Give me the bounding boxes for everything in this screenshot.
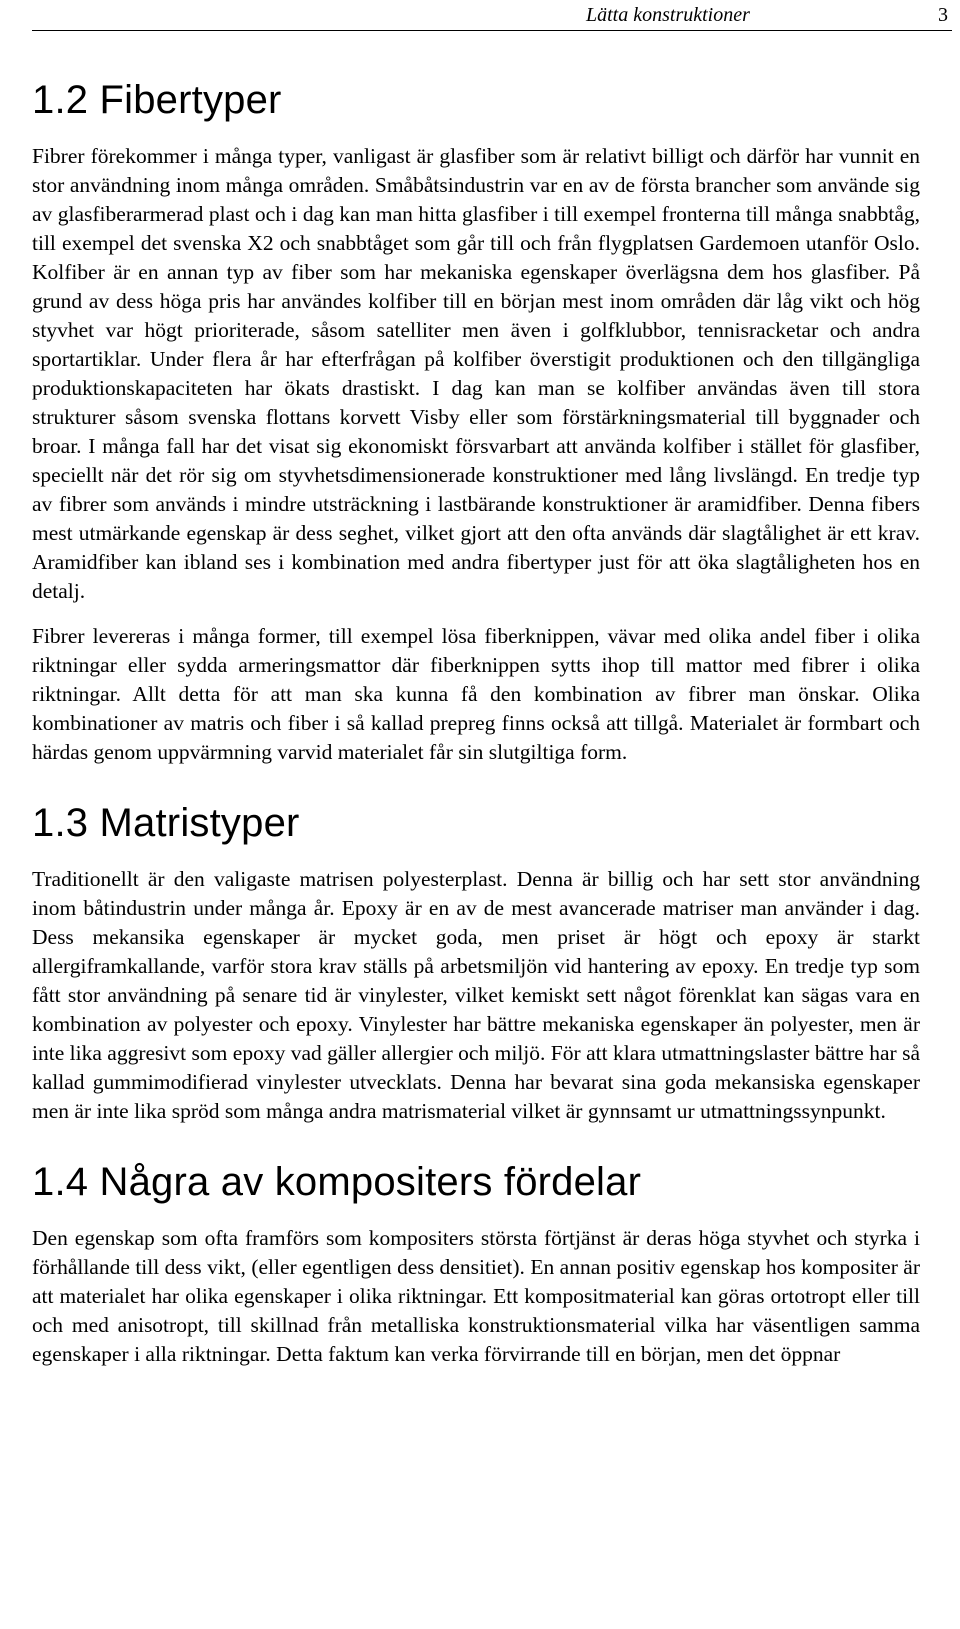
page-number: 3 — [938, 4, 948, 26]
section-heading: 1.4 Några av kompositers fördelar — [32, 1160, 642, 1204]
section-heading: 1.3 Matristyper — [32, 801, 300, 845]
section-matristyper — [32, 799, 920, 1126]
paragraph: Fibrer levereras i många former, till exempel lösa fiberknippen, vävar med olika andel fiber i olika riktningar eller sydda armeringsmattor där fiberknippen sytts ihop till mattor med fibrer i olika riktningar. Allt detta för att man ska kunna få den kombination av fibrer man önskar. Olika kombinationer av matris och fiber i så kallad prepreg finns också att tillgå. Materialet är formbart och härdas genom uppvärmning varvid materialet får sin slutgiltiga form. — [32, 624, 920, 764]
running-header-title: Lätta konstruktioner — [586, 4, 750, 26]
section-fordelar — [32, 1158, 920, 1369]
paragraph: Traditionellt är den valigaste matrisen polyesterplast. Denna är billig och har sett stor användning inom båtindustrin under många år. Epoxy är en av de mest avancerade matriser man använder i dag. Dess mekansika egenskaper är mycket goda, men priset är högt och epoxy är starkt allergiframkallande, varför stora krav ställs på arbetsmiljön vid hantering av epoxy. En tredje typ som fått stor användning på senare tid är vinylester, vilket kemiskt sett något förenklat kan sägas vara en kombination av polyester och epoxy. Vinylester har bättre mekaniska egenskaper än polyester, men är inte lika aggresivt som epoxy vad gäller allergier och miljö. För att klara utmattningslaster bättre har så kallad gummimodifierad vinylester utvecklats. Denna har bevarat sina goda mekansiska egenskaper men är inte lika spröd som många andra matrismaterial vilket är gynnsamt ur utmattningssynpunkt. — [32, 867, 920, 1123]
paragraph: Fibrer förekommer i många typer, vanligast är glasfiber som är relativt billigt och därför har vunnit en stor användning inom många områden. Småbåtsindustrin var en av de första brancher som använde sig av glasfiberarmerad plast och i dag kan man hitta glasfiber i till exempel fronterna till många snabbtåg, till exempel det svenska X2 och snabbtåget som går till och från flygplatsen Gardemoen utanför Oslo. Kolfiber är en annan typ av fiber som har mekaniska egenskaper överlägsna dem hos glasfiber. På grund av dess höga pris har användes kolfiber till en början mest inom områden där låg vikt och hög styvhet var högt prioriterade, såsom satelliter men även i golfklubbor, tennisracketar och andra sportartiklar. Under flera år har efterfrågan på kolfiber överstigit produktionen och den tillgängliga produktionskapaciteten har ökats drastiskt. I dag kan man se kolfiber användas även till stora strukturer såsom svenska flottans korvett Visby eller som förstärkningsmaterial till byggnader och broar. I många fall har det visat sig ekonomiskt försvarbart att använda kolfiber i stället för glasfiber, speciellt när det rör sig om styvhetsdimensionerade konstruktioner med lång livslängd. En tredje typ av fibrer som används i mindre utsträckning i lastbärande konstruktioner är aramidfiber. Denna fibers mest utmärkande egenskap är dess seghet, vilket gjort att den ofta används där slagtålighet är ett krav. Aramidfiber kan ibland ses i kombination med andra fibertyper just för att öka slagtåligheten hos en detalj. — [32, 144, 920, 603]
document-body — [32, 76, 920, 1369]
section-fibertyper — [32, 76, 920, 767]
section-heading: 1.2 Fibertyper — [32, 78, 282, 122]
running-header — [32, 2, 952, 31]
paragraph: Den egenskap som ofta framförs som kompositers största förtjänst är deras höga styvhet och styrka i förhållande till dess vikt, (eller egentligen dess densitiet). En annan positiv egenskap hos kompositer är att materialet har olika egenskaper i olika riktningar. Ett kompositmaterial kan göras ortotropt eller till och med anisotropt, till skillnad från metalliska konstruktionsmaterial vilka har väsentligen samma egenskaper i alla riktningar. Detta faktum kan verka förvirrande till en början, men det öppnar — [32, 1226, 920, 1366]
